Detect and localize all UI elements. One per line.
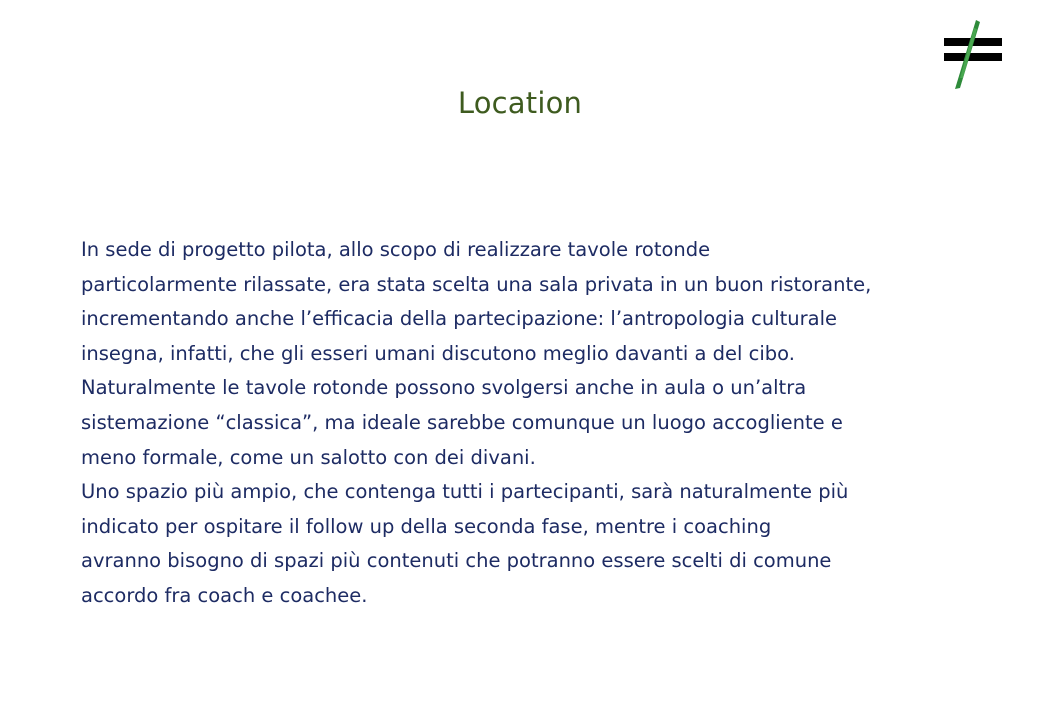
body-line: sistemazione “classica”, ma ideale sarebbe comunque un luogo accogliente e: [81, 410, 843, 434]
body-line: particolarmente rilassate, era stata scelta una sala privata in un buon ristorante,: [81, 272, 872, 296]
slide-title: Location: [457, 86, 583, 120]
body-line: avranno bisogno di spazi più contenuti che potranno essere scelti di comune: [81, 549, 832, 573]
body-line: meno formale, come un salotto con dei divani.: [81, 445, 536, 469]
body-line: Naturalmente le tavole rotonde possono svolgersi anche in aula o un’altra: [81, 376, 807, 400]
body-line: Uno spazio più ampio, che contenga tutti i partecipanti, sarà naturalmente più: [81, 480, 849, 504]
body-line: In sede di progetto pilota, allo scopo di realizzare tavole rotonde: [81, 238, 711, 261]
body-paragraph: [81, 233, 981, 614]
not-equal-brush-logo-icon: [938, 18, 1008, 92]
body-line: indicato per ospitare il follow up della seconda fase, mentre i coaching: [81, 514, 772, 538]
body-line: incrementando anche l’efficacia della partecipazione: l’antropologia culturale: [81, 307, 837, 331]
body-line: insegna, infatti, che gli esseri umani discutono meglio davanti a del cibo.: [81, 341, 795, 365]
body-line: accordo fra coach e coachee.: [81, 583, 368, 607]
